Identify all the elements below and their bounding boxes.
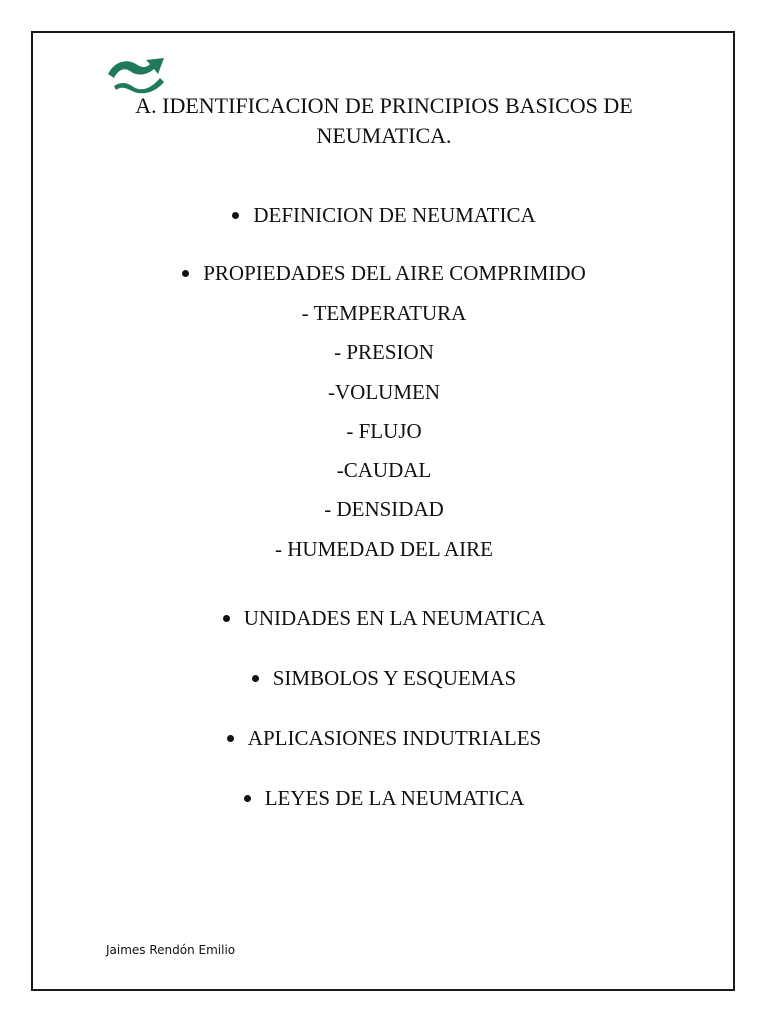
sub-item-caudal: -CAUDAL [336,458,432,482]
footer-author: Jaimes Rendón Emilio [106,943,236,957]
green-swoosh-logo-icon [106,52,166,94]
bullet-icon [182,270,189,277]
sub-item-volumen: -VOLUMEN [328,380,440,404]
bullet-icon [227,735,234,742]
sub-item-humedad: - HUMEDAD DEL AIRE [275,537,493,561]
list-item-definicion: DEFINICION DE NEUMATICA [40,201,728,229]
bullet-icon [232,212,239,219]
sub-item-densidad: - DENSIDAD [324,497,444,521]
title-line-1: A. IDENTIFICACION DE PRINCIPIOS BASICOS DE [135,93,633,118]
bullet-icon [223,615,230,622]
bullet-icon [252,675,259,682]
sub-item-flujo: - FLUJO [346,419,422,443]
sub-item-presion: - PRESION [334,340,434,364]
page-title [80,91,688,151]
list-item-aplicaciones: APLICASIONES INDUTRIALES [40,724,728,752]
bullet-icon [244,795,251,802]
list-item-leyes: LEYES DE LA NEUMATICA [40,784,728,812]
list-item-unidades: UNIDADES EN LA NEUMATICA [40,604,728,632]
sub-item-temperatura: - TEMPERATURA [301,301,467,325]
title-line-2: NEUMATICA. [316,123,452,148]
list-item-propiedades: PROPIEDADES DEL AIRE COMPRIMIDO [40,259,728,287]
list-item-simbolos: SIMBOLOS Y ESQUEMAS [40,664,728,692]
